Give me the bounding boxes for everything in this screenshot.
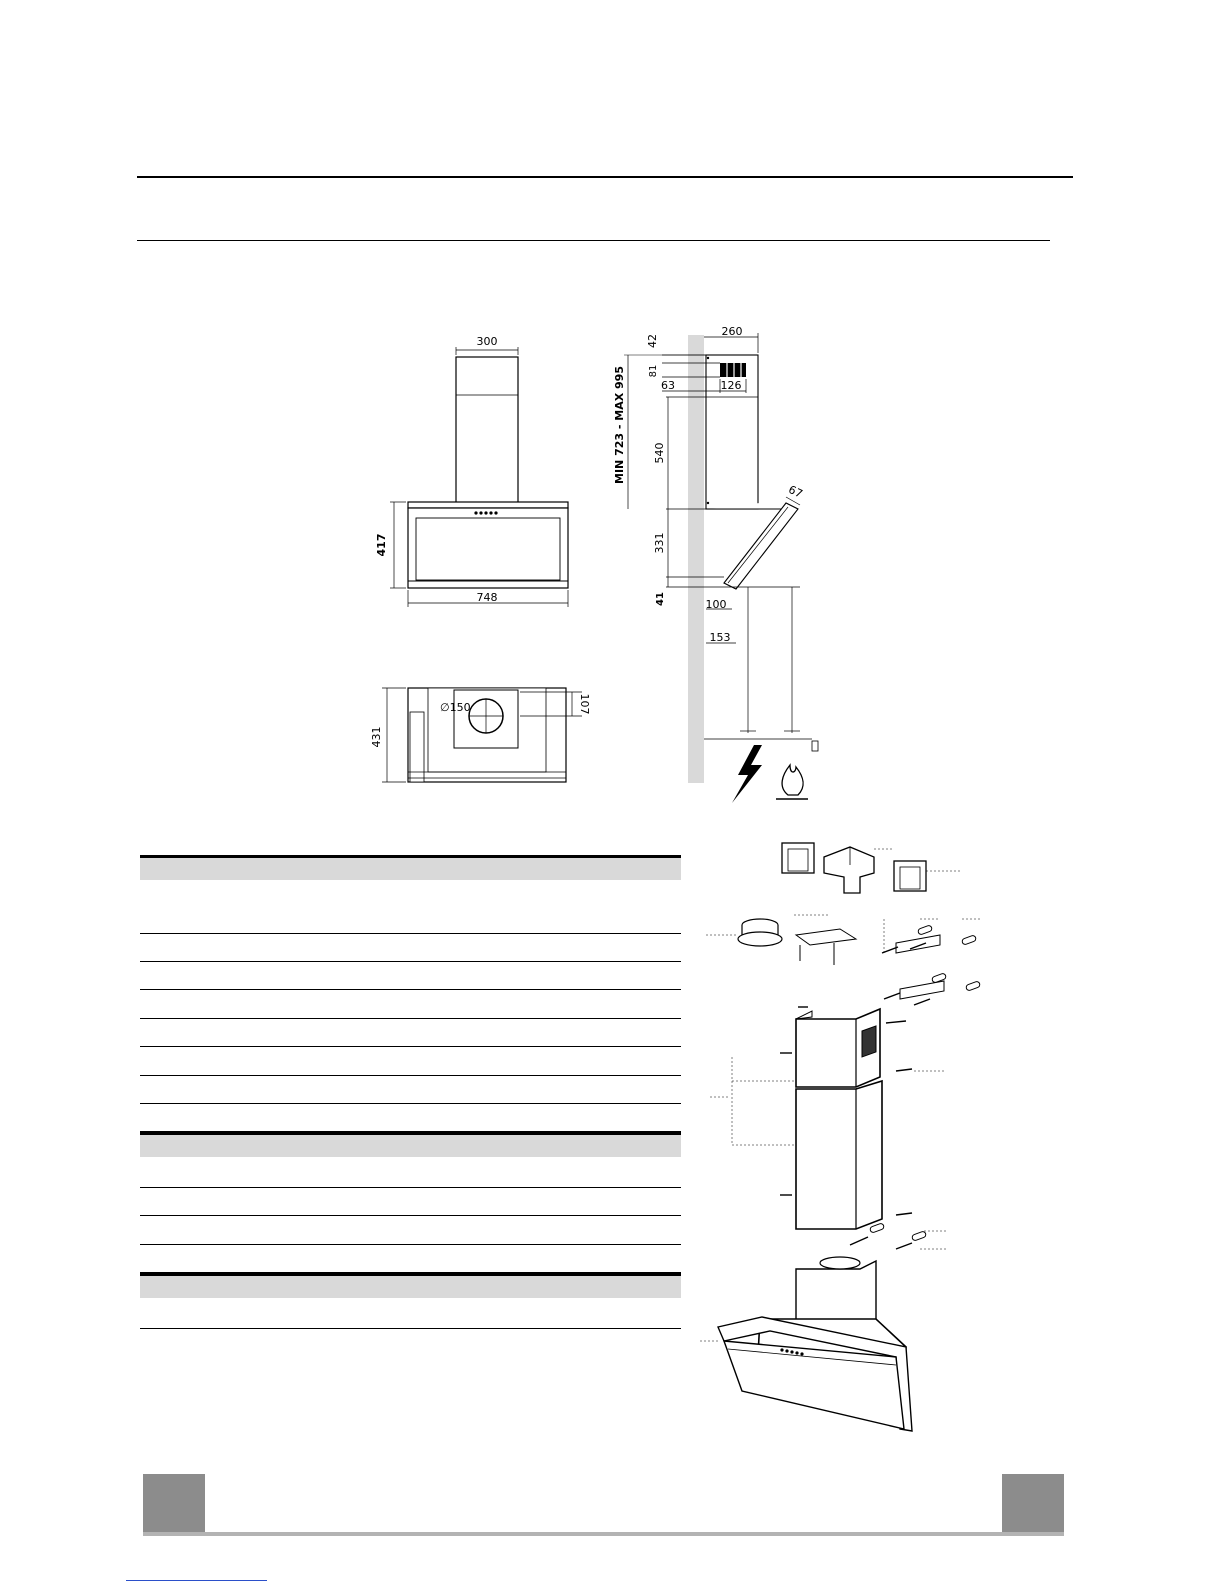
table-row bbox=[140, 1245, 681, 1273]
table-row bbox=[140, 1157, 681, 1188]
dim-min-distance-electric: 100 bbox=[705, 598, 727, 611]
wall-bracket-part bbox=[882, 925, 977, 953]
footer-rule bbox=[143, 1532, 1064, 1536]
table-row bbox=[140, 1047, 681, 1076]
upper-chimney-part bbox=[796, 1009, 880, 1087]
front-view-drawing bbox=[360, 325, 600, 615]
dim-vent-height: 81 bbox=[648, 364, 659, 378]
dim-min-distance-gas: 153 bbox=[709, 631, 731, 644]
duct-adapter-part bbox=[782, 843, 814, 873]
footer-tab-left bbox=[143, 1474, 205, 1536]
table-row bbox=[140, 1216, 681, 1245]
table-row bbox=[140, 990, 681, 1019]
dim-chimney-width: 300 bbox=[476, 335, 498, 348]
table-section-header bbox=[140, 858, 681, 880]
table-row bbox=[140, 1019, 681, 1047]
table-row bbox=[140, 880, 681, 934]
footer-link-underline bbox=[126, 1580, 267, 1581]
dim-total-range: MIN 723 - MAX 995 bbox=[613, 366, 626, 484]
header-rule-thick bbox=[137, 176, 1073, 178]
table-section-header bbox=[140, 1276, 681, 1298]
dim-side-depth: 260 bbox=[721, 325, 743, 338]
top-view-drawing bbox=[360, 680, 600, 790]
table-section-header bbox=[140, 1135, 681, 1157]
header-rule-thin bbox=[137, 240, 1050, 241]
dim-vent-offset: 63 bbox=[661, 379, 675, 392]
gas-flame-icon bbox=[776, 765, 808, 799]
table-row bbox=[140, 1076, 681, 1104]
exploded-parts-drawing bbox=[700, 835, 1000, 1435]
round-collar-part bbox=[738, 919, 782, 946]
dim-top-gap: 42 bbox=[646, 334, 659, 348]
table-row bbox=[140, 1188, 681, 1216]
dim-top-depth: 431 bbox=[370, 726, 383, 748]
side-view-drawing bbox=[610, 325, 840, 805]
table-row bbox=[140, 1298, 681, 1329]
electric-hob-icon bbox=[732, 745, 762, 803]
dim-outlet-diameter: ∅150 bbox=[440, 701, 471, 714]
dim-outlet-offset: 107 bbox=[578, 693, 591, 715]
flange-part bbox=[894, 861, 926, 891]
lower-chimney-part bbox=[796, 1081, 882, 1229]
upper-bracket-part bbox=[884, 973, 981, 1005]
footer-tab-right bbox=[1002, 1474, 1064, 1536]
mounting-bracket-part bbox=[796, 929, 856, 965]
table-row bbox=[140, 1104, 681, 1132]
dim-base: 41 bbox=[655, 592, 666, 606]
t-connector-part bbox=[824, 847, 874, 893]
dim-chimney-height: 540 bbox=[653, 442, 666, 464]
table-row bbox=[140, 934, 681, 962]
dim-vent-width: 126 bbox=[720, 379, 742, 392]
hood-body-part bbox=[718, 1257, 912, 1431]
dim-panel-thickness: 67 bbox=[786, 482, 805, 501]
dim-hood-height: 417 bbox=[375, 533, 388, 557]
table-row bbox=[140, 962, 681, 990]
parts-table bbox=[140, 855, 681, 1329]
dim-hood-height-side: 331 bbox=[653, 532, 666, 554]
dim-hood-width: 748 bbox=[476, 591, 498, 604]
